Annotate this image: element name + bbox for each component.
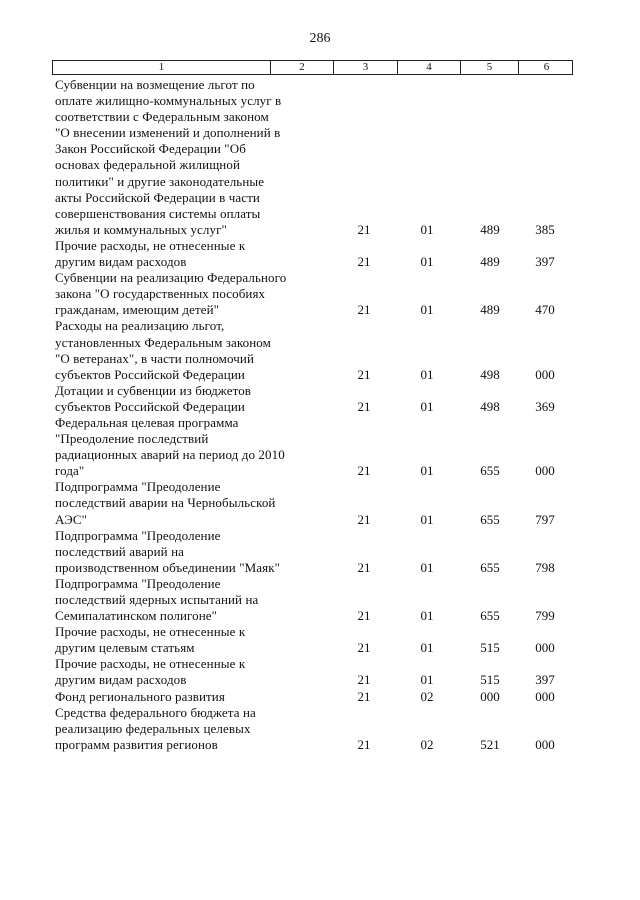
header-col-6: 6 <box>518 61 574 74</box>
table-header <box>52 60 573 75</box>
table-row <box>0 656 640 688</box>
row-col-5: 498 <box>480 366 500 382</box>
header-col-2: 2 <box>270 61 333 74</box>
row-description: Фонд регионального развития <box>55 688 225 704</box>
header-col-3: 3 <box>333 61 397 74</box>
row-col-6: 470 <box>535 302 555 318</box>
row-col-5: 655 <box>480 511 500 527</box>
header-col-5: 5 <box>460 61 518 74</box>
row-col-5: 000 <box>480 688 500 704</box>
row-col-3: 21 <box>357 398 371 414</box>
table-row <box>0 270 640 318</box>
table-row <box>0 624 640 656</box>
row-col-5: 489 <box>480 302 500 318</box>
row-col-3: 21 <box>357 221 371 237</box>
row-col-5: 655 <box>480 608 500 624</box>
row-description: Субвенции на реализацию Федерального закона "О государственных пособиях гражданам, имеющим детей" <box>55 270 287 318</box>
row-col-6: 799 <box>535 608 555 624</box>
row-col-4: 01 <box>420 559 434 575</box>
row-col-3: 21 <box>357 672 371 688</box>
row-col-5: 515 <box>480 672 500 688</box>
row-description: Подпрограмма "Преодоление последствий ядерных испытаний на Семипалатинском полигоне" <box>55 575 259 624</box>
row-col-6: 797 <box>535 511 555 527</box>
row-col-6: 000 <box>535 736 555 752</box>
table-row <box>0 705 640 753</box>
row-col-3: 21 <box>357 608 371 624</box>
header-col-4: 4 <box>397 61 460 74</box>
row-description: Подпрограмма "Преодоление последствий аварий на производственном объединении "Маяк" <box>55 527 281 575</box>
row-col-5: 498 <box>480 398 500 414</box>
row-description: Средства федерального бюджета на реализацию федеральных целевых программ развития регионов <box>55 704 256 752</box>
table-row <box>0 415 640 479</box>
table-row <box>0 77 640 238</box>
table-row <box>0 576 640 624</box>
row-description: Прочие расходы, не отнесенные к другим видам расходов <box>55 656 246 688</box>
row-col-6: 397 <box>535 672 555 688</box>
row-col-4: 02 <box>420 736 434 752</box>
table-row <box>0 238 640 270</box>
page-number: 286 <box>309 31 331 46</box>
row-col-6: 397 <box>535 254 555 270</box>
row-col-4: 01 <box>420 302 434 318</box>
row-col-5: 655 <box>480 463 500 479</box>
row-col-6: 798 <box>535 559 555 575</box>
row-col-4: 01 <box>420 254 434 270</box>
header-col-1: 1 <box>158 61 165 73</box>
row-col-4: 01 <box>420 511 434 527</box>
row-description: Федеральная целевая программа "Преодоление последствий радиационных аварий на период до 2010 года" <box>55 414 285 479</box>
row-description: Дотации и субвенции из бюджетов субъектов Российской Федерации <box>55 382 252 414</box>
table-body <box>0 77 640 753</box>
row-col-4: 01 <box>420 463 434 479</box>
row-col-4: 01 <box>420 640 434 656</box>
row-col-6: 000 <box>535 463 555 479</box>
row-description: Подпрограмма "Преодоление последствий аварии на Чернобыльской АЭС" <box>55 479 276 527</box>
row-col-3: 21 <box>357 511 371 527</box>
row-col-4: 02 <box>420 688 434 704</box>
row-col-3: 21 <box>357 688 371 704</box>
row-col-4: 01 <box>420 672 434 688</box>
table-row <box>0 383 640 415</box>
row-col-4: 01 <box>420 221 434 237</box>
row-col-5: 515 <box>480 640 500 656</box>
table-row <box>0 318 640 382</box>
row-col-4: 01 <box>420 608 434 624</box>
row-col-5: 655 <box>480 559 500 575</box>
row-col-4: 01 <box>420 366 434 382</box>
row-description: Расходы на реализацию льгот, установленных Федеральным законом "О ветеранах", в части полномочий субъектов Российской Федерации <box>55 318 271 382</box>
table-row <box>0 689 640 705</box>
row-col-5: 489 <box>480 221 500 237</box>
row-col-3: 21 <box>357 366 371 382</box>
table-row <box>0 528 640 576</box>
row-description: Прочие расходы, не отнесенные к другим видам расходов <box>55 237 246 270</box>
row-description: Субвенции на возмещение льгот по оплате жилищно-коммунальных услуг в соответствии с Федеральным законом "О внесении изменений и дополнений в Закон Российской Федерации "Об основах федеральной жилищной политики" и другие законодательные акты Российской Федерации в части совершенствования системы оплаты жилья и коммунальных услуг" <box>55 77 282 237</box>
row-col-6: 369 <box>535 398 555 414</box>
row-col-6: 385 <box>535 221 555 237</box>
row-col-4: 01 <box>420 398 434 414</box>
row-col-3: 21 <box>357 736 371 752</box>
row-description: Прочие расходы, не отнесенные к другим целевым статьям <box>55 624 246 656</box>
row-col-5: 521 <box>480 736 500 752</box>
row-col-3: 21 <box>357 559 371 575</box>
row-col-3: 21 <box>357 463 371 479</box>
row-col-6: 000 <box>535 688 555 704</box>
row-col-3: 21 <box>357 302 371 318</box>
row-col-3: 21 <box>357 640 371 656</box>
table-row <box>0 479 640 527</box>
row-col-6: 000 <box>535 366 555 382</box>
row-col-6: 000 <box>535 640 555 656</box>
row-col-5: 489 <box>480 254 500 270</box>
row-col-3: 21 <box>357 254 371 270</box>
